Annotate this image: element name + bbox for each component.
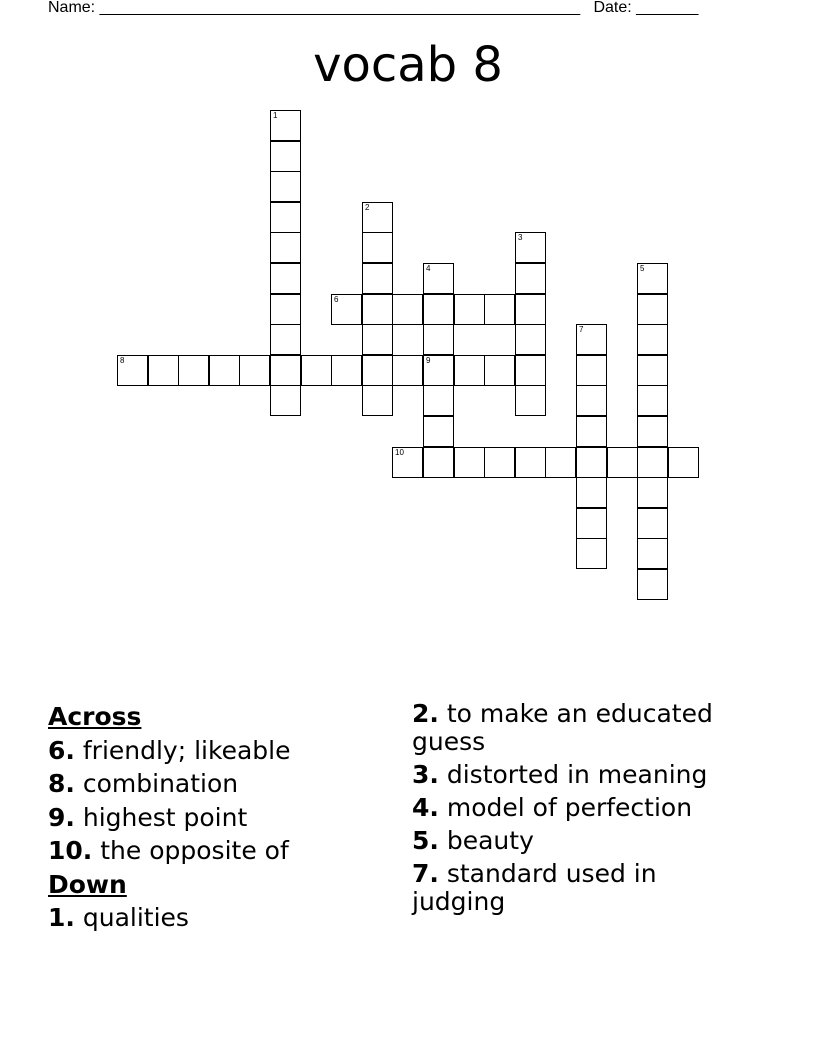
clue-number: 7. <box>412 859 439 888</box>
cell-number: 9 <box>426 356 431 365</box>
clue-across-6 <box>48 734 378 768</box>
crossword-cell[interactable] <box>270 324 301 355</box>
crossword-cell[interactable] <box>515 294 546 325</box>
crossword-cell[interactable] <box>576 324 607 355</box>
clue-down-1 <box>48 901 378 935</box>
crossword-cell[interactable] <box>331 355 362 386</box>
crossword-cell[interactable] <box>576 477 607 508</box>
crossword-cell[interactable] <box>270 232 301 263</box>
clue-text: standard used in judging <box>412 859 657 916</box>
crossword-cell[interactable] <box>576 385 607 416</box>
crossword-cell[interactable] <box>423 294 454 325</box>
crossword-cell[interactable] <box>178 355 209 386</box>
crossword-cell[interactable] <box>637 355 668 386</box>
clue-down-4 <box>412 794 742 822</box>
crossword-cell[interactable] <box>423 416 454 447</box>
clue-across-9 <box>48 801 378 835</box>
clue-column-left <box>48 700 378 935</box>
crossword-cell[interactable] <box>301 355 332 386</box>
crossword-cell[interactable] <box>209 355 240 386</box>
crossword-cell[interactable] <box>331 294 362 325</box>
clue-down-7 <box>412 860 742 916</box>
cell-number: 4 <box>426 264 431 273</box>
cell-number: 5 <box>640 264 645 273</box>
crossword-cell[interactable] <box>637 477 668 508</box>
clue-number: 10. <box>48 836 93 865</box>
cell-number: 2 <box>365 203 370 212</box>
date-label: Date: <box>593 0 632 16</box>
crossword-cell[interactable] <box>392 447 423 478</box>
clue-text: beauty <box>446 826 534 855</box>
clue-down-5 <box>412 827 742 855</box>
crossword-cell[interactable] <box>576 416 607 447</box>
crossword-cell[interactable] <box>362 202 393 233</box>
crossword-cell[interactable] <box>515 385 546 416</box>
crossword-cell[interactable] <box>515 447 546 478</box>
clue-text: distorted in meaning <box>446 760 708 789</box>
crossword-cell[interactable] <box>362 263 393 294</box>
clue-number: 8. <box>48 769 75 798</box>
crossword-cell[interactable] <box>637 569 668 600</box>
cell-number: 8 <box>120 356 125 365</box>
clue-across-10 <box>48 834 378 868</box>
down-heading: Down <box>48 869 127 899</box>
cell-number: 7 <box>579 325 584 334</box>
clue-down-2 <box>412 700 742 756</box>
crossword-cell[interactable] <box>270 263 301 294</box>
crossword-cell[interactable] <box>270 294 301 325</box>
across-heading: Across <box>48 702 142 731</box>
clue-text: highest point <box>82 802 248 832</box>
crossword-cell[interactable] <box>576 355 607 386</box>
crossword-cell[interactable] <box>423 324 454 355</box>
date-blank[interactable]: _______ <box>636 0 699 16</box>
crossword-cell[interactable] <box>362 355 393 386</box>
crossword-cell[interactable] <box>576 538 607 569</box>
crossword-cell[interactable] <box>270 171 301 202</box>
crossword-cell[interactable] <box>515 232 546 263</box>
crossword-cell[interactable] <box>362 324 393 355</box>
clue-text: combination <box>82 769 239 798</box>
crossword-cell[interactable] <box>423 263 454 294</box>
crossword-cell[interactable] <box>515 324 546 355</box>
crossword-cell[interactable] <box>637 508 668 539</box>
cell-number: 1 <box>273 111 278 120</box>
crossword-cell[interactable] <box>454 447 485 478</box>
clue-number: 5. <box>412 826 439 855</box>
clue-number: 1. <box>48 903 75 932</box>
crossword-cell[interactable] <box>148 355 179 386</box>
clue-number: 4. <box>412 793 439 822</box>
crossword-cell[interactable] <box>362 385 393 416</box>
crossword-cell[interactable] <box>392 355 423 386</box>
clue-text: to make an educated guess <box>412 699 713 756</box>
crossword-cell[interactable] <box>515 355 546 386</box>
clue-column-right <box>412 700 742 921</box>
clue-down-3 <box>412 761 742 789</box>
clue-number: 9. <box>48 802 75 832</box>
crossword-cell[interactable] <box>545 447 576 478</box>
name-blank[interactable]: ______________________________________________________ <box>99 0 581 16</box>
puzzle-title: vocab 8 <box>313 37 503 93</box>
crossword-cell[interactable] <box>423 385 454 416</box>
crossword-cell[interactable] <box>423 447 454 478</box>
crossword-cell[interactable] <box>270 385 301 416</box>
cell-number: 10 <box>395 448 404 457</box>
clue-text: friendly; likeable <box>82 735 291 765</box>
crossword-cell[interactable] <box>484 355 515 386</box>
clue-number: 6. <box>48 735 75 765</box>
clue-text: model of perfection <box>446 793 693 822</box>
crossword-cell[interactable] <box>117 355 148 386</box>
crossword-cell[interactable] <box>270 355 301 386</box>
crossword-cell[interactable] <box>637 385 668 416</box>
clue-text: qualities <box>82 903 189 932</box>
clue-text: the opposite of <box>100 836 289 865</box>
crossword-cell[interactable] <box>484 447 515 478</box>
crossword-cell[interactable] <box>270 202 301 233</box>
crossword-cell[interactable] <box>270 141 301 172</box>
crossword-cell[interactable] <box>392 294 423 325</box>
crossword-cell[interactable] <box>423 355 454 386</box>
clue-number: 3. <box>412 760 439 789</box>
cell-number: 6 <box>334 295 339 304</box>
crossword-cell[interactable] <box>270 110 301 141</box>
clue-number: 2. <box>412 699 439 728</box>
crossword-cell[interactable] <box>484 294 515 325</box>
crossword-cell[interactable] <box>607 447 638 478</box>
crossword-cell[interactable] <box>637 294 668 325</box>
crossword-cell[interactable] <box>362 232 393 263</box>
name-label: Name: <box>48 0 96 16</box>
crossword-cell[interactable] <box>668 447 699 478</box>
crossword-cell[interactable] <box>454 355 485 386</box>
crossword-cell[interactable] <box>637 416 668 447</box>
crossword-cell[interactable] <box>637 447 668 478</box>
crossword-cell[interactable] <box>637 263 668 294</box>
cell-number: 3 <box>518 233 523 242</box>
crossword-cell[interactable] <box>637 324 668 355</box>
crossword-cell[interactable] <box>515 263 546 294</box>
crossword-cell[interactable] <box>576 447 607 478</box>
crossword-cell[interactable] <box>239 355 270 386</box>
crossword-cell[interactable] <box>454 294 485 325</box>
crossword-cell[interactable] <box>576 508 607 539</box>
crossword-cell[interactable] <box>362 294 393 325</box>
clue-across-8 <box>48 767 378 801</box>
crossword-cell[interactable] <box>637 538 668 569</box>
